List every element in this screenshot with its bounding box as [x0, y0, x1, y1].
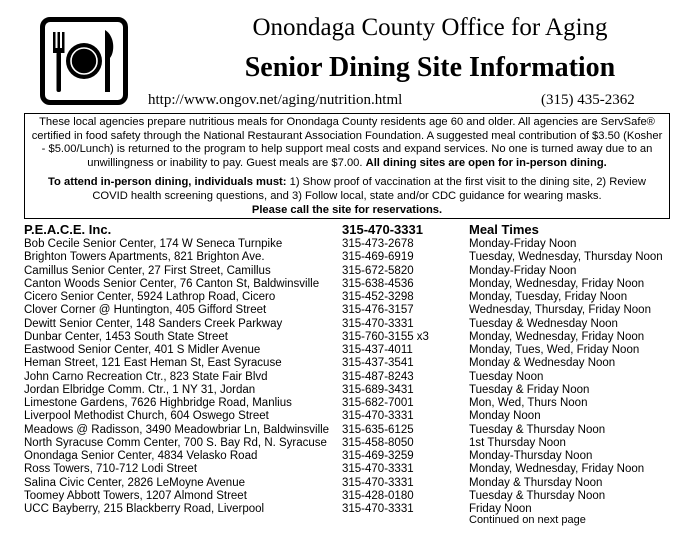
site-row [24, 450, 684, 463]
office-phone: (315) 435-2362 [541, 92, 635, 108]
provider-name: P.E.A.C.E. Inc. [24, 222, 112, 237]
provider-phone: 315-470-3331 [342, 222, 423, 237]
site-row [24, 318, 684, 331]
intro-bold-note: All dining sites are open for in-person dining. [365, 156, 607, 169]
site-name: Ross Towers, 710-712 Lodi Street [24, 463, 198, 476]
site-phone: 315-689-3431 [342, 383, 414, 396]
meal-times: Monday-Friday Noon [469, 238, 577, 250]
attend-requirements: 1) Show proof of vaccination at the first visit to the dining site, 2) Review COVID health screening questions, and 3) Follow local, state and/or CDC guidance for wearing masks. [92, 176, 646, 202]
site-phone: 315-476-3157 [342, 304, 414, 317]
site-name: John Carno Recreation Ctr., 823 State Fair Blvd [24, 370, 268, 383]
site-row [24, 437, 684, 450]
site-name: Limestone Gardens, 7626 Highbridge Road, Manlius [24, 397, 292, 409]
meal-times: Monday, Wednesday, Friday Noon [469, 330, 645, 343]
meal-times: Monday, Wednesday, Friday Noon [469, 463, 645, 476]
meal-times: Tuesday, Wednesday, Thursday Noon [469, 251, 663, 264]
meal-times: Tuesday & Thursday Noon [469, 489, 606, 502]
site-phone: 315-428-0180 [342, 489, 414, 502]
site-phone: 315-437-3541 [342, 357, 414, 370]
meal-times: Friday Noon [469, 503, 532, 515]
meal-times: Monday-Friday Noon [469, 264, 577, 277]
site-row [24, 477, 684, 490]
site-name: Salina Civic Center, 2826 LeMoyne Avenue [24, 476, 245, 489]
site-phone: 315-470-3331 [342, 503, 414, 515]
meal-times: Tuesday Noon [469, 370, 544, 383]
meal-times: Monday-Thursday Noon [469, 450, 593, 462]
call-notice: Please call the site for reservations. [251, 203, 443, 216]
site-phone: 315-469-3259 [342, 450, 414, 462]
site-phone: 315-470-3331 [342, 410, 414, 423]
info-box [24, 113, 670, 219]
site-name: Bob Cecile Senior Center, 174 W Seneca Turnpike [24, 238, 283, 250]
attend-paragraph [31, 176, 663, 203]
site-name: Eastwood Senior Center, 401 S Midler Avenue [24, 344, 261, 356]
site-row [24, 463, 684, 476]
site-phone: 315-469-6919 [342, 251, 414, 264]
fork-plate-knife-icon [40, 17, 128, 105]
meal-times: Tuesday & Thursday Noon [469, 423, 606, 436]
intro-text: These local agencies prepare nutritious meals for Onondaga County residents age 60 and older. All agencies are ServSafe® certified in food safety through the National Restaurant Association Foundation. A suggested meal contribution of $3.50 (Kosher - $5.00/Lunch) is returned to the program to help support meal costs and expand services. No one is turned away due to an unwillingness or inability to pay. Guest meals are $7.00. [31, 116, 663, 169]
site-name: Camillus Senior Center, 27 First Street, Camillus [24, 264, 271, 277]
site-name: UCC Bayberry, 215 Blackberry Road, Liverpool [24, 503, 265, 515]
website-link[interactable]: http://www.ongov.net/aging/nutrition.html [148, 92, 403, 108]
site-row [24, 251, 684, 264]
meal-times: Monday & Thursday Noon [469, 476, 603, 489]
site-row [24, 278, 684, 291]
site-row [24, 238, 684, 251]
site-phone: 315-638-4536 [342, 277, 414, 290]
site-phone: 315-635-6125 [342, 423, 414, 436]
meal-times: Monday Noon [469, 410, 541, 423]
site-row [24, 397, 684, 410]
meal-times: 1st Thursday Noon [469, 436, 566, 449]
site-row [24, 424, 684, 437]
site-name: Canton Woods Senior Center, 76 Canton St, Baldwinsville [24, 277, 320, 290]
site-row [24, 490, 684, 503]
site-name: Toomey Abbott Towers, 1207 Almond Street [24, 489, 247, 502]
site-row [24, 331, 684, 344]
site-row [24, 371, 684, 384]
site-row [24, 344, 684, 357]
site-name: Liverpool Methodist Church, 604 Oswego Street [24, 410, 269, 423]
site-list [24, 238, 684, 516]
meal-times: Monday & Wednesday Noon [469, 357, 616, 370]
page-title: Senior Dining Site Information [244, 52, 616, 83]
meal-times: Tuesday & Wednesday Noon [469, 317, 618, 330]
meal-times: Monday, Wednesday, Friday Noon [469, 277, 645, 290]
attend-label: To attend in-person dining, individuals must: [48, 176, 287, 189]
meal-times: Monday, Tues, Wed, Friday Noon [469, 344, 640, 356]
meal-times: Monday, Tuesday, Friday Noon [469, 291, 628, 303]
site-phone: 315-470-3331 [342, 317, 414, 330]
site-name: Heman Street, 121 East Heman St, East Syracuse [24, 357, 282, 370]
site-phone: 315-470-3331 [342, 476, 414, 489]
site-phone: 315-760-3155 x3 [342, 330, 429, 343]
site-phone: 315-672-5820 [342, 264, 414, 277]
site-row [24, 304, 684, 317]
meal-times: Mon, Wed, Thurs Noon [469, 397, 588, 409]
site-name: Jordan Elbridge Comm. Ctr., 1 NY 31, Jordan [24, 383, 256, 396]
site-name: Onondaga Senior Center, 4834 Velasko Road [24, 450, 258, 462]
site-name: Dewitt Senior Center, 148 Sanders Creek Parkway [24, 317, 283, 330]
meal-times: Tuesday & Friday Noon [469, 383, 590, 396]
meal-times-header: Meal Times [469, 222, 539, 237]
site-name: Clover Corner @ Huntington, 405 Gifford Street [24, 304, 267, 317]
intro-paragraph [31, 116, 663, 170]
site-name: Dunbar Center, 1453 South State Street [24, 330, 228, 343]
site-name: Brighton Towers Apartments, 821 Brighton Ave. [24, 251, 265, 264]
site-row [24, 384, 684, 397]
site-name: North Syracuse Comm Center, 700 S. Bay Rd, N. Syracuse [24, 436, 327, 449]
site-phone: 315-470-3331 [342, 463, 414, 476]
site-phone: 315-682-7001 [342, 397, 414, 409]
site-phone: 315-458-8050 [342, 436, 414, 449]
site-phone: 315-452-3298 [342, 291, 414, 303]
org-name: Onondaga County Office for Aging [252, 14, 608, 41]
site-row [24, 410, 684, 423]
site-row [24, 265, 684, 278]
site-name: Cicero Senior Center, 5924 Lathrop Road, Cicero [24, 291, 276, 303]
continued-note: Continued on next page [469, 514, 586, 526]
site-row [24, 357, 684, 370]
site-phone: 315-487-8243 [342, 370, 414, 383]
meal-times: Wednesday, Thursday, Friday Noon [469, 304, 651, 317]
site-name: Meadows @ Radisson, 3490 Meadowbriar Ln, Baldwinsville [24, 423, 330, 436]
site-phone: 315-437-4011 [342, 344, 413, 356]
site-row [24, 291, 684, 304]
site-phone: 315-473-2678 [342, 238, 414, 250]
